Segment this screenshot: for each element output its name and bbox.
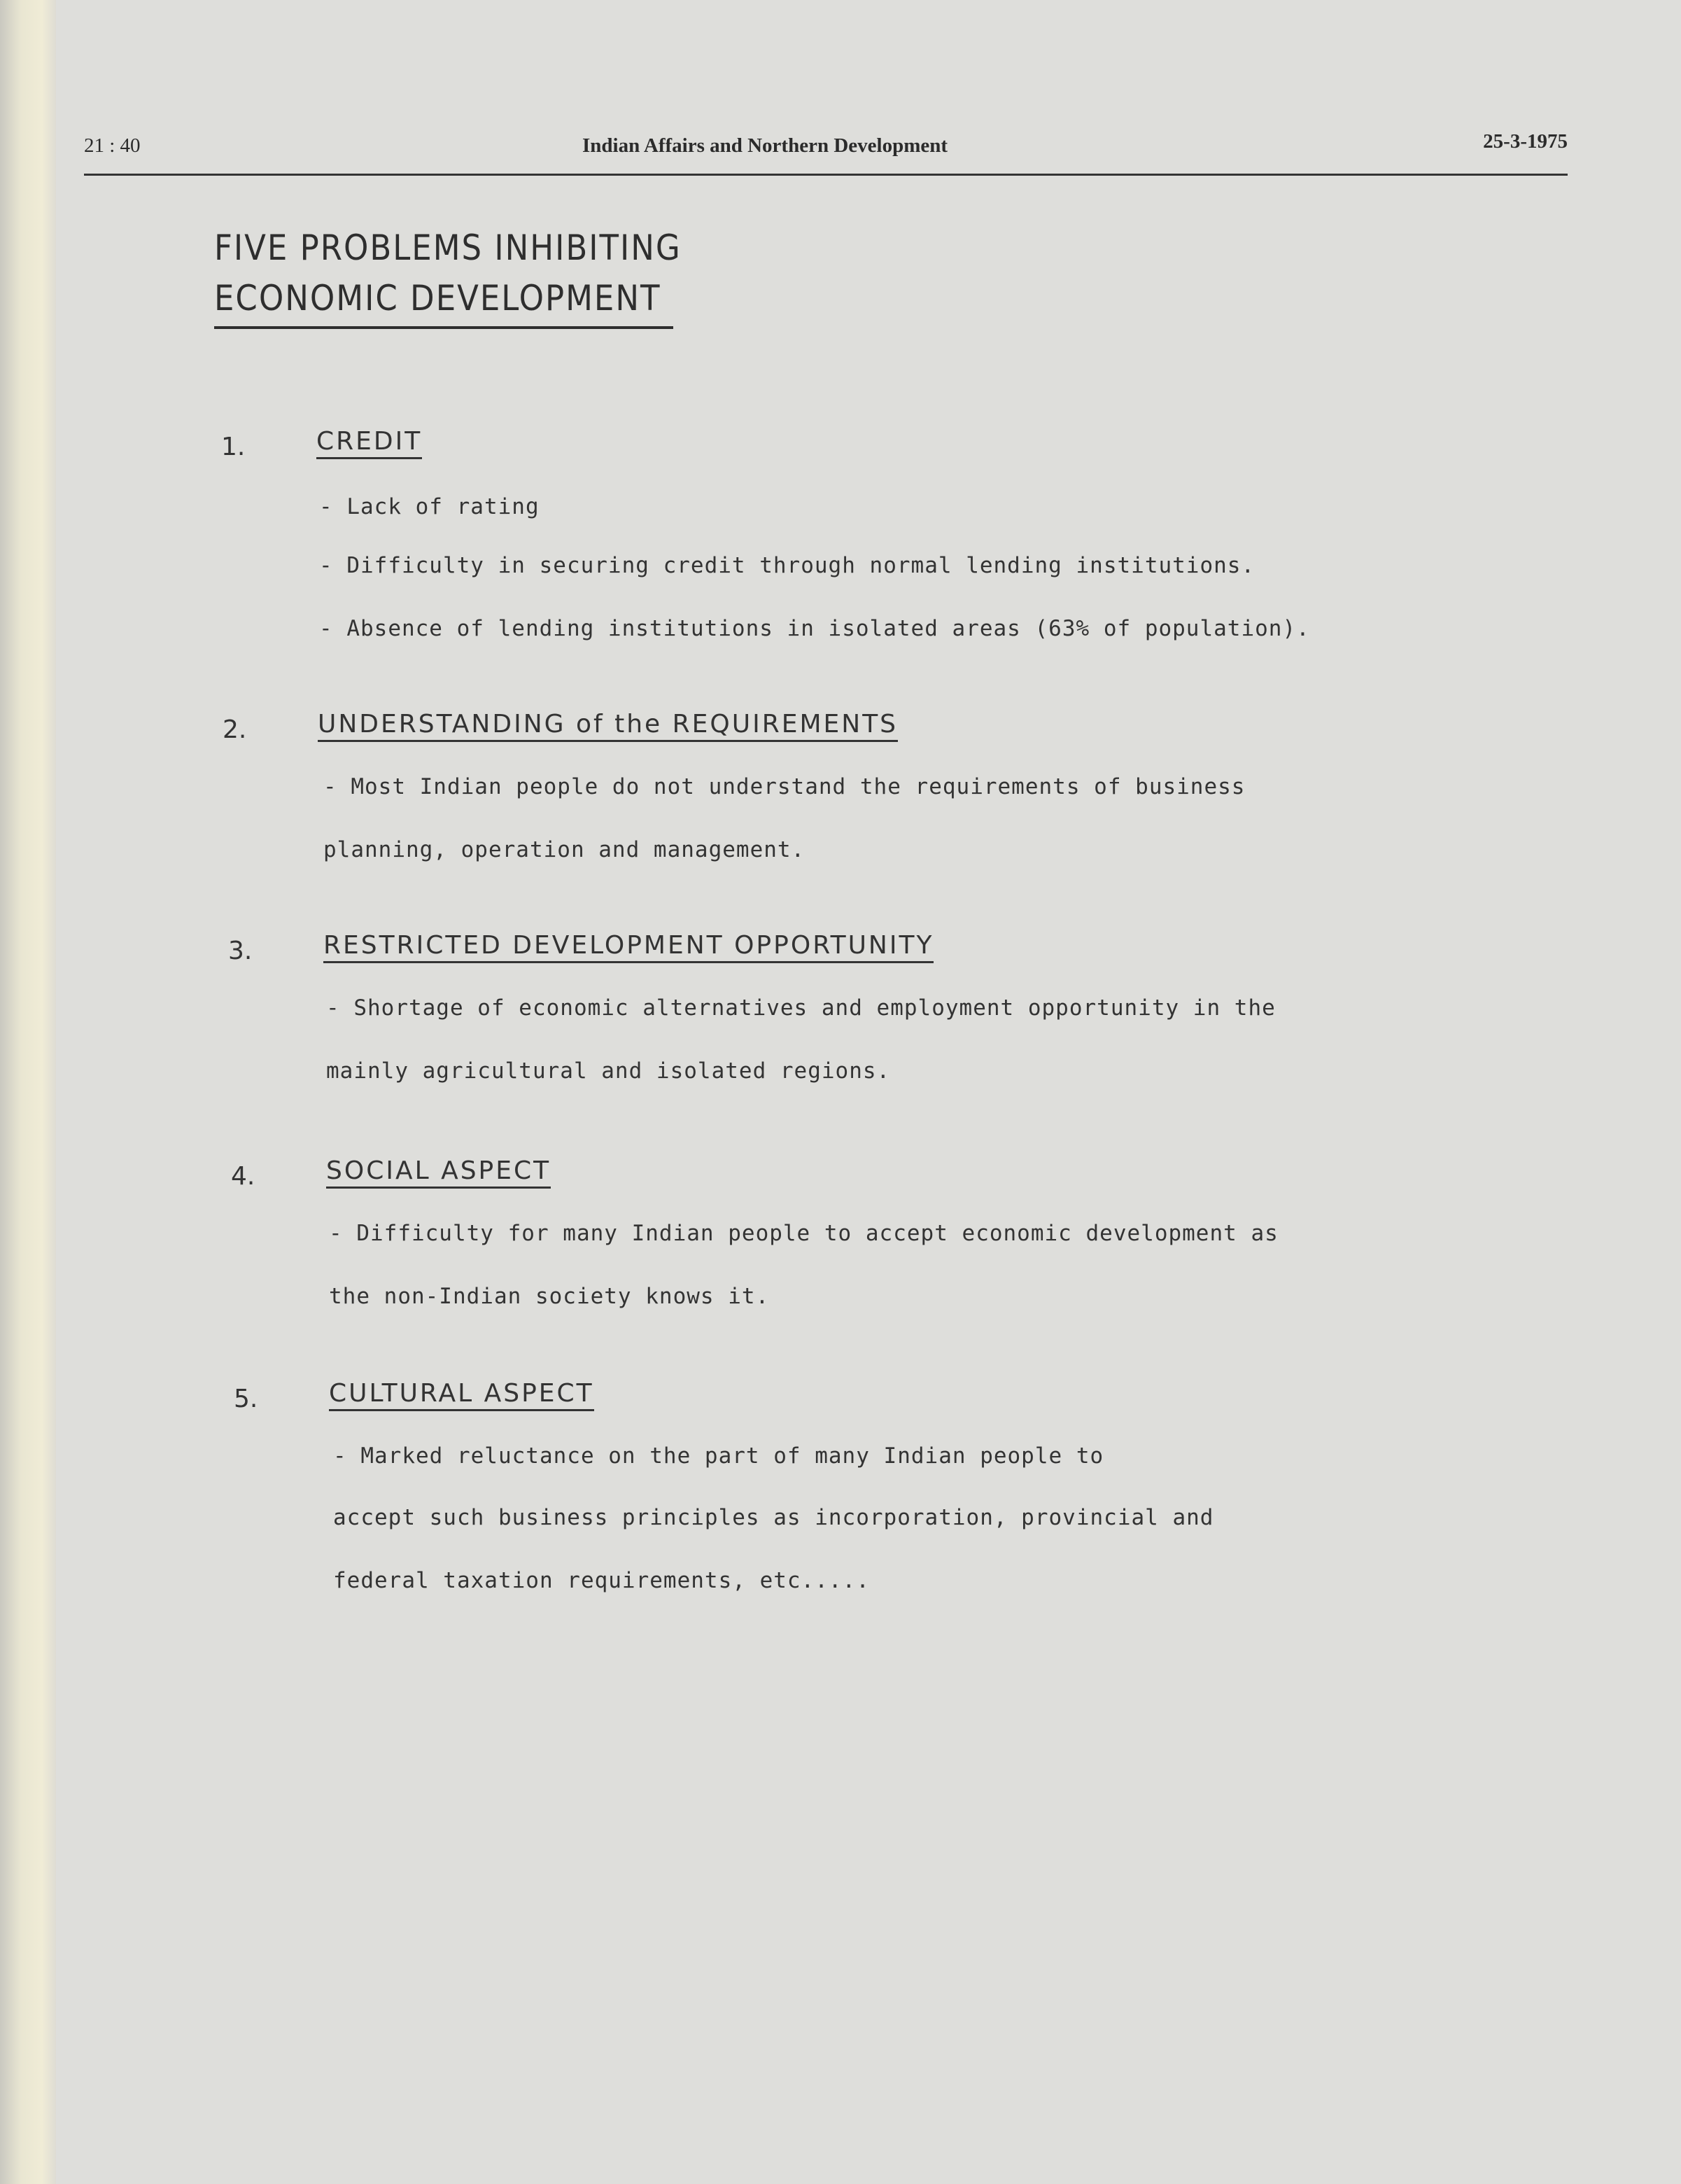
section-line: - Absence of lending institutions in isolated areas (63% of population). (319, 616, 1310, 641)
section-line: the non-Indian society knows it. (329, 1284, 770, 1309)
document-title (214, 223, 682, 323)
section-heading: CULTURAL ASPECT (329, 1379, 594, 1411)
section-heading: UNDERSTANDING of the REQUIREMENTS (318, 710, 898, 742)
title-underline (214, 326, 673, 329)
page-edge (0, 0, 56, 2184)
page-number: 21 : 40 (84, 134, 141, 157)
section-line: planning, operation and management. (323, 837, 806, 862)
section-heading: RESTRICTED DEVELOPMENT OPPORTUNITY (323, 931, 934, 963)
title-line-1: FIVE PROBLEMS INHIBITING (214, 227, 682, 268)
section-number: 1. (221, 433, 246, 461)
section-line: - Lack of rating (319, 494, 540, 519)
section-line: - Most Indian people do not understand the requirements of business (323, 774, 1246, 799)
section-line: - Shortage of economic alternatives and employment opportunity in the (326, 995, 1276, 1021)
section-line: - Difficulty in securing credit through normal lending institutions. (319, 553, 1256, 578)
section-number: 4. (231, 1162, 255, 1191)
section-number: 2. (223, 715, 247, 744)
section-heading: CREDIT (316, 427, 422, 459)
section-number: 3. (228, 937, 253, 965)
section-line: mainly agricultural and isolated regions. (326, 1058, 891, 1084)
section-line: - Marked reluctance on the part of many Indian people to (333, 1443, 1104, 1469)
title-line-2: ECONOMIC DEVELOPMENT (214, 278, 661, 318)
section-line: accept such business principles as incorporation, provincial and (333, 1505, 1214, 1530)
header-date: 25-3-1975 (1483, 130, 1568, 153)
section-number: 5. (234, 1385, 258, 1413)
section-line: - Difficulty for many Indian people to accept economic development as (329, 1221, 1279, 1246)
section-heading: SOCIAL ASPECT (326, 1156, 551, 1189)
running-header (84, 132, 1568, 176)
publication-title: Indian Affairs and Northern Development (582, 134, 948, 157)
section-line: federal taxation requirements, etc..... (333, 1568, 870, 1593)
